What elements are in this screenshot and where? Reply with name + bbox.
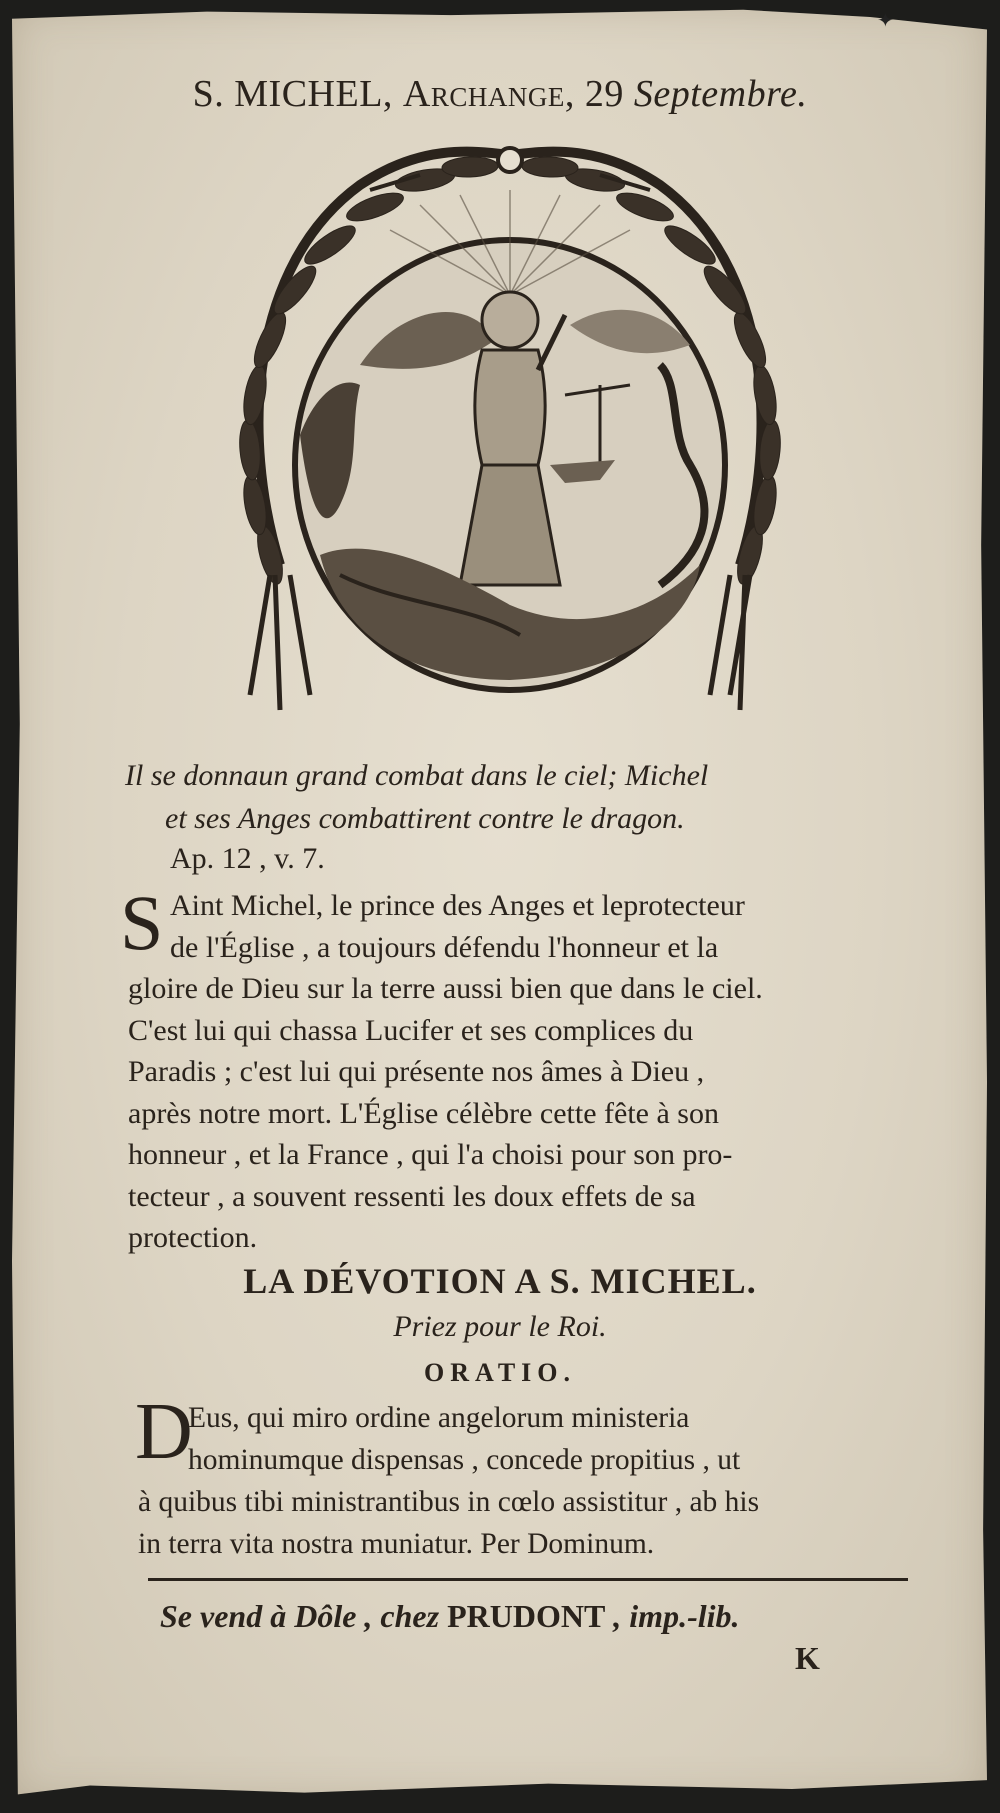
oratio-line: hominumque dispensas , concede propitius , ut [188,1444,741,1476]
body-paragraph [128,885,908,1259]
title-sep-2: , 29 [564,73,634,115]
devotion-heading: LA DÉVOTION A S. MICHEL. [243,1261,757,1301]
imprint-suffix: , imp.-lib. [613,1598,740,1634]
caption-line-2: et ses Anges combattirent contre le dragon. [165,802,685,835]
oratio-dropcap: D [135,1388,193,1476]
oratio-line: Eus, qui miro ordine angelorum ministeria [188,1402,690,1434]
signature-mark: K [795,1640,820,1676]
corner-mark: ✦ [877,10,894,32]
oratio-title: ORATIO. [423,1358,577,1387]
saint-title: Archange [402,73,565,115]
oratio-paragraph [138,1397,918,1565]
body-line: gloire de Dieu sur la terre aussi bien que dans le ciel. [128,972,763,1005]
caption-line-1: Il se donnaun grand combat dans le ciel; Michel [125,759,709,792]
oratio-line: à quibus tibi ministrantibus in cœlo assistitur , ab his [138,1486,760,1518]
body-dropcap: S [120,879,164,966]
printer-imprint [160,1598,920,1635]
body-line: Paradis ; c'est lui qui présente nos âmes à Dieu , [128,1055,705,1088]
body-line: Aint Michel, le prince des Anges et leprotecteur [170,889,745,922]
title-sep-1: , [382,73,403,115]
saint-name: S. MICHEL [192,73,383,115]
devotion-subheading: Priez pour le Roi. [393,1310,607,1343]
oratio-line: in terra vita nostra muniatur. Per Dominum. [138,1528,655,1560]
body-line: tecteur , a souvent ressenti les doux effets de sa [128,1179,696,1213]
saint-michel-woodcut-image [220,135,800,745]
body-line: après notre mort. L'Église célèbre cette fête à son [128,1096,719,1130]
feast-month: Septembre. [633,73,808,115]
printer-name: PRUDONT [447,1598,606,1634]
scripture-reference: Ap. 12 , v. 7. [170,842,325,875]
body-line: de l'Église , a toujours défendu l'honneur et la [170,930,719,964]
imprint-prefix: Se vend à Dôle , chez [160,1598,440,1634]
medallion-scene [295,190,725,690]
page-title [0,72,1000,116]
body-line: C'est lui qui chassa Lucifer et ses complices du [128,1013,694,1047]
body-line: protection. [128,1221,258,1254]
scripture-caption [125,754,905,840]
divider-rule [148,1578,908,1581]
body-line: honneur , et la France , qui l'a choisi pour son pro- [128,1138,733,1171]
